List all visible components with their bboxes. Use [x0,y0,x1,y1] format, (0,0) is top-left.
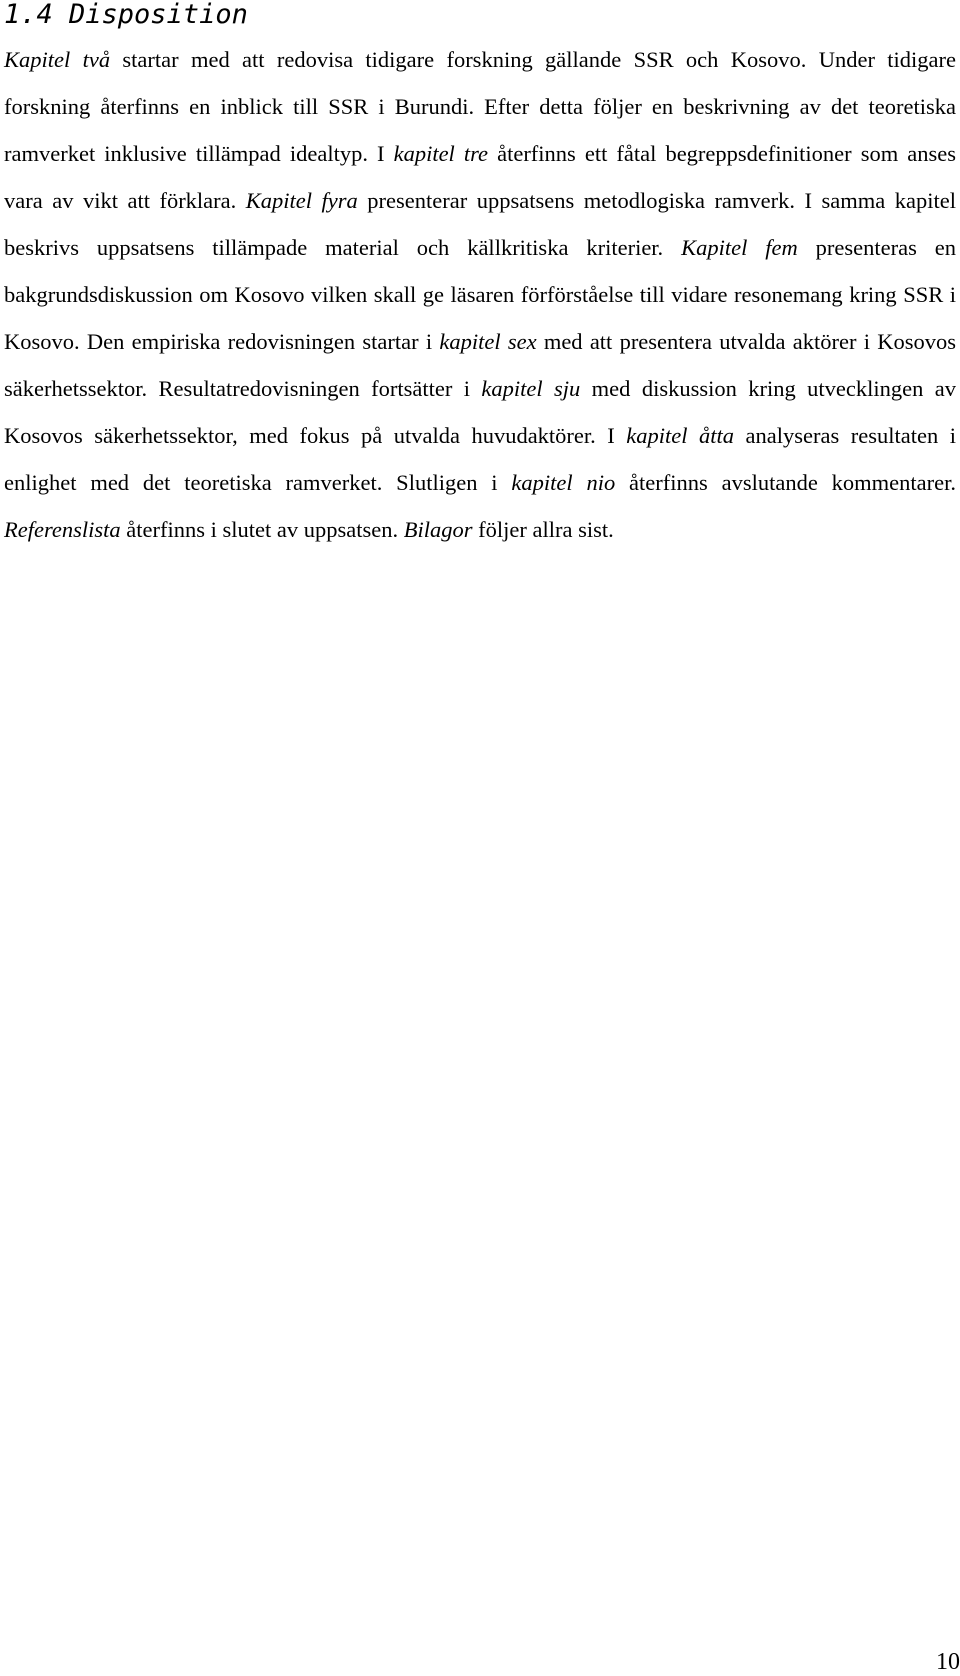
chapter-reference: kapitel åtta [626,423,735,448]
text-run: med diskussion kring utvecklingen av Kosovos säkerhetssektor, med fokus på utvalda huvudaktörer. I [4,376,957,448]
text-run: återfinns ett fåtal begreppsdefinitioner som anses vara av vikt att förklara. [4,141,956,213]
text-run: med att presentera utvalda aktörer i Kosovos säkerhetssektor. Resultatredovisningen fortsätter i [4,329,956,401]
text-run: återfinns avslutande kommentarer. [615,470,956,495]
text-run: presenteras en bakgrundsdiskussion om Kosovo vilken skall ge läsaren förförståelse till vidare resonemang kring SSR i Kosovo. Den empiriska redovisningen startar i [4,235,957,354]
references-reference: Referenslista [4,517,121,542]
chapter-reference: Kapitel fyra [245,188,358,213]
text-run: följer allra sist. [472,517,614,542]
text-run: analyseras resultaten i enlighet med det teoretiska ramverket. Slutligen i [4,423,956,495]
chapter-reference: Kapitel fem [681,235,798,260]
section-heading: 1.4 Disposition [4,0,248,30]
disposition-paragraph [4,36,956,553]
chapter-reference: kapitel sex [439,329,537,354]
appendices-reference: Bilagor [403,517,473,542]
page-number: 10 [936,1649,960,1675]
text-run: presenterar uppsatsens metodlogiska ramverk. I samma kapitel beskrivs uppsatsens tillämpade material och källkritiska kriterier. [4,188,956,260]
chapter-reference: kapitel tre [393,141,489,166]
chapter-reference: kapitel nio [511,470,616,495]
chapter-reference: kapitel sju [481,376,581,401]
chapter-reference: Kapitel två [4,47,111,72]
text-run: startar med att redovisa tidigare forskning gällande SSR och Kosovo. Under tidigare forskning återfinns en inblick till SSR i Burundi. Efter detta följer en beskrivning av det teoretiska ramverket inklusive tillämpad idealtyp. I [4,47,956,166]
text-run: återfinns i slutet av uppsatsen. [120,517,404,542]
